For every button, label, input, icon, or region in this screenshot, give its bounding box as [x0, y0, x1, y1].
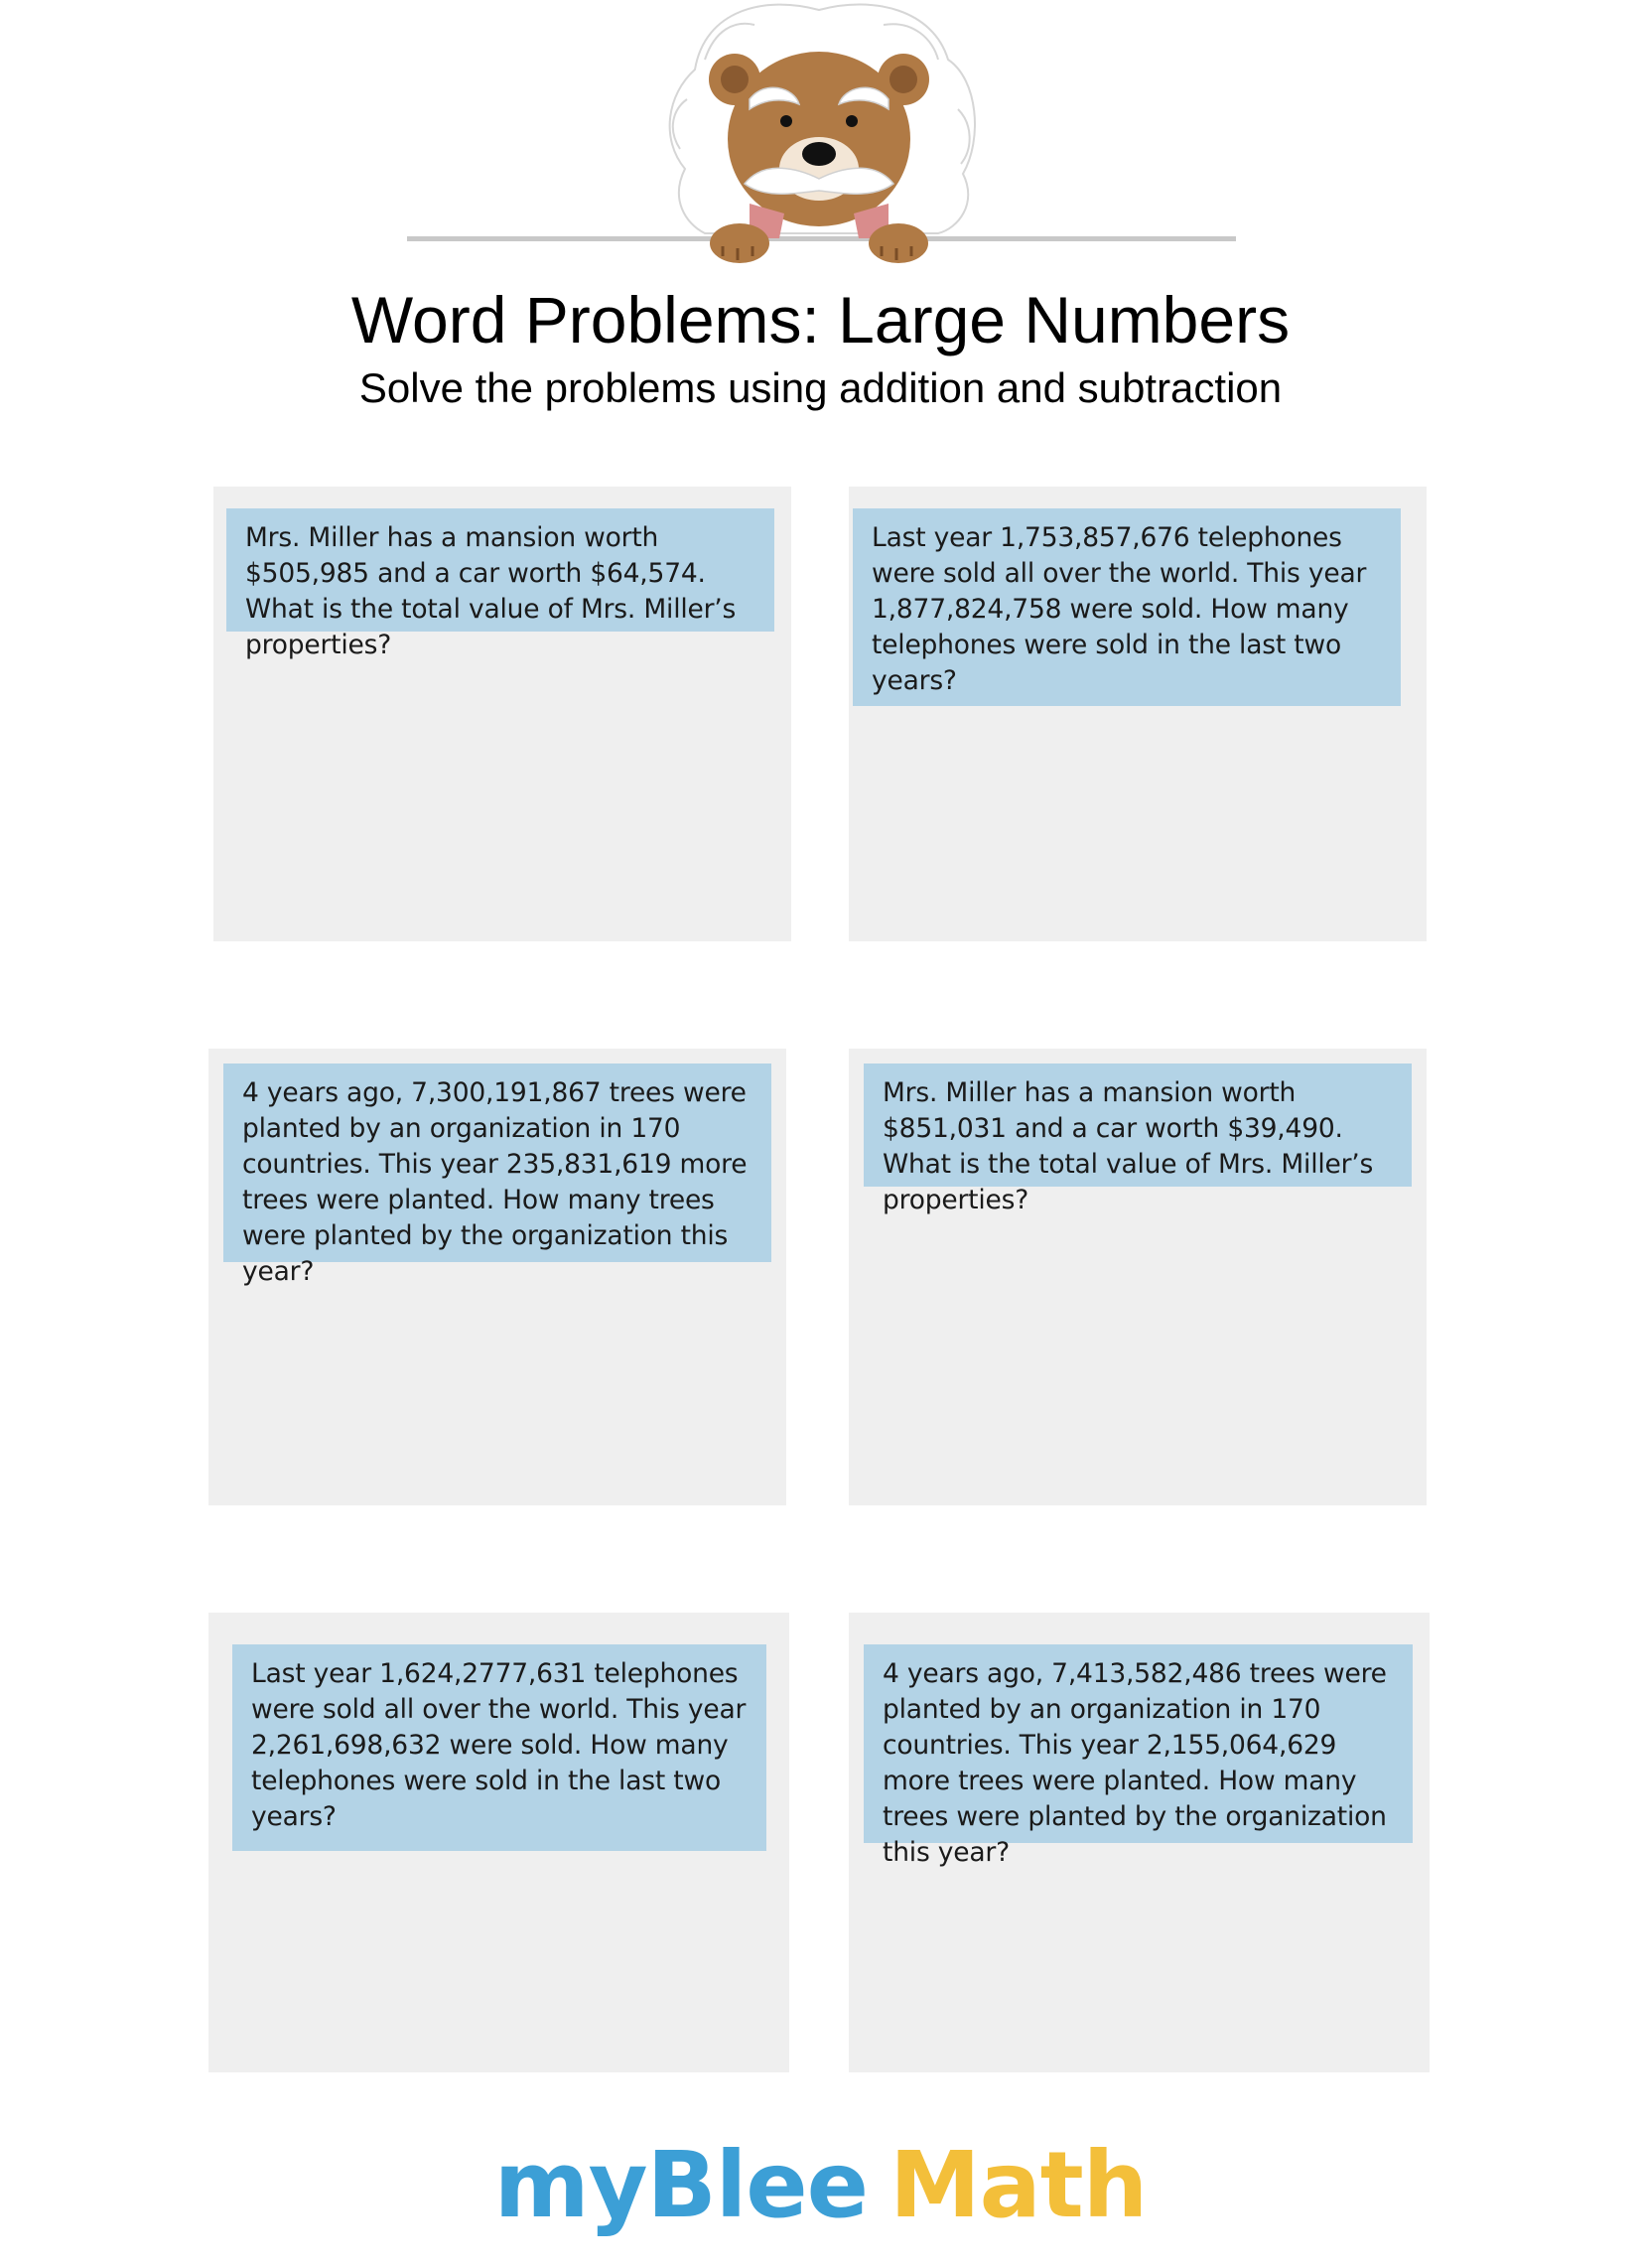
problem-text-1: Mrs. Miller has a mansion worth $505,985 and a car worth $64,574. What is the total value of Mrs. Miller’s properties? — [226, 508, 774, 632]
problem-text-5: Last year 1,624,2777,631 telephones were sold all over the world. This year 2,261,698,632 were sold. How many telephones were sold in the last two years? — [232, 1644, 766, 1851]
problem-text-3: 4 years ago, 7,300,191,867 trees were planted by an organization in 170 countries. This year 235,831,619 more trees were planted. How many trees were planted by the organization this year? — [223, 1063, 771, 1262]
logo-text-math: Math — [889, 2132, 1148, 2238]
logo-text-myblee: myBlee — [493, 2132, 869, 2238]
problem-text-6: 4 years ago, 7,413,582,486 trees were planted by an organization in 170 countries. This year 2,155,064,629 more trees were planted. How many trees were planted by the organization this year? — [864, 1644, 1413, 1843]
page-title: Word Problems: Large Numbers — [350, 283, 1291, 356]
logo — [0, 2132, 1641, 2238]
problem-text-4: Mrs. Miller has a mansion worth $851,031 and a car worth $39,490. What is the total value of Mrs. Miller’s properties? — [864, 1063, 1412, 1187]
problem-text-2: Last year 1,753,857,676 telephones were sold all over the world. This year 1,877,824,758 were sold. How many telephones were sold in the last two years? — [853, 508, 1401, 706]
page-subtitle: Solve the problems using addition and subtraction — [358, 364, 1283, 411]
mascot-illustration — [407, 0, 1236, 273]
